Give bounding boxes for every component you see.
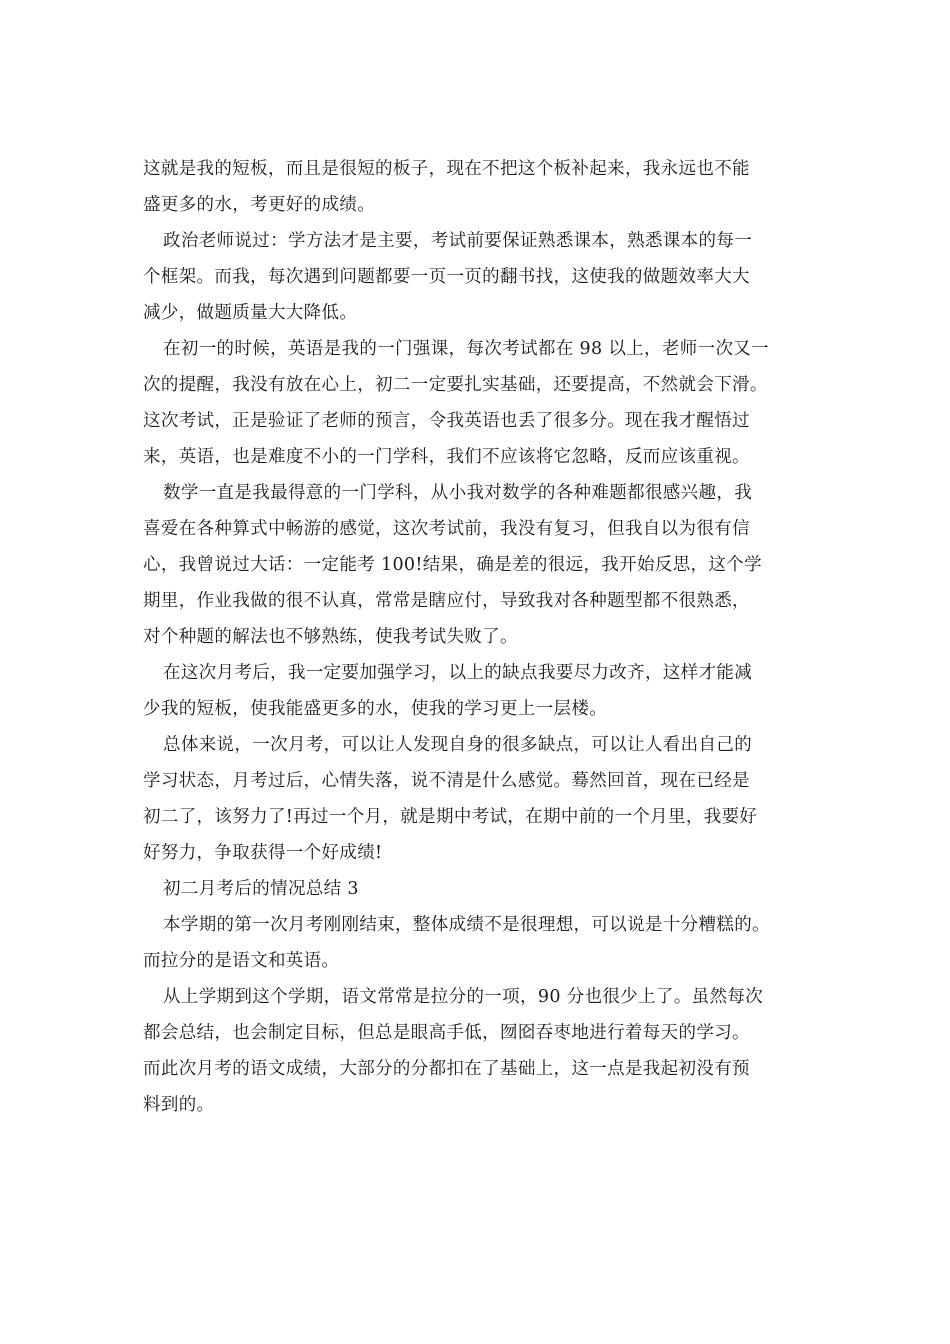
text-line: 期里，作业我做的很不认真，常常是瞎应付，导致我对各种题型都不很熟悉， bbox=[143, 591, 750, 611]
text-line: 盛更多的水，考更好的成绩。 bbox=[143, 195, 376, 215]
text-line: 心，我曾说过大话：一定能考 100!结果，确是差的很远，我开始反思，这个学 bbox=[143, 555, 762, 575]
text-line: 来，英语，也是难度不小的一门学科，我们不应该将它忽略，反而应该重视。 bbox=[143, 447, 750, 467]
text-line: 初二了，该努力了!再过一个月，就是期中考试，在期中前的一个月里，我要好 bbox=[143, 807, 758, 827]
text-line: 在这次月考后，我一定要加强学习，以上的缺点我要尽力改齐，这样才能减 bbox=[163, 663, 753, 683]
text-line: 学习状态，月考过后，心情失落，说不清是什么感觉。蓦然回首，现在已经是 bbox=[143, 771, 750, 791]
text-line: 本学期的第一次月考刚刚结束，整体成绩不是很理想，可以说是十分糟糕的。 bbox=[163, 915, 770, 935]
text-line: 这就是我的短板，而且是很短的板子，现在不把这个板补起来，我永远也不能 bbox=[143, 159, 750, 179]
text-line: 喜爱在各种算式中畅游的感觉，这次考试前，我没有复习，但我自以为很有信 bbox=[143, 519, 750, 539]
text-line: 都会总结，也会制定目标，但总是眼高手低，囫囵吞枣地进行着每天的学习。 bbox=[143, 1023, 750, 1043]
text-line: 这次考试，正是验证了老师的预言，令我英语也丢了很多分。现在我才醒悟过 bbox=[143, 411, 750, 431]
document-page bbox=[143, 151, 807, 1123]
text-line: 而拉分的是语文和英语。 bbox=[143, 951, 340, 971]
text-line: 少我的短板，使我能盛更多的水，使我的学习更上一层楼。 bbox=[143, 699, 608, 719]
text-line: 个框架。而我，每次遇到问题都要一页一页的翻书找，这使我的做题效率大大 bbox=[143, 267, 750, 287]
text-line: 料到的。 bbox=[143, 1095, 215, 1115]
text-line: 从上学期到这个学期，语文常常是拉分的一项，90 分也很少上了。虽然每次 bbox=[163, 987, 764, 1007]
text-line: 政治老师说过：学方法才是主要，考试前要保证熟悉课本，熟悉课本的每一 bbox=[163, 231, 753, 251]
text-line: 在初一的时候，英语是我的一门强课，每次考试都在 98 以上，老师一次又一 bbox=[163, 339, 769, 359]
text-line: 总体来说，一次月考，可以让人发现自身的很多缺点，可以让人看出自己的 bbox=[163, 735, 753, 755]
text-line: 初二月考后的情况总结 3 bbox=[163, 879, 359, 899]
text-line: 数学一直是我最得意的一门学科，从小我对数学的各种难题都很感兴趣，我 bbox=[163, 483, 753, 503]
text-line: 好努力，争取获得一个好成绩! bbox=[143, 843, 383, 863]
text-line: 对个种题的解法也不够熟练，使我考试失败了。 bbox=[143, 627, 518, 647]
text-line: 而此次月考的语文成绩，大部分的分都扣在了基础上，这一点是我起初没有预 bbox=[143, 1059, 750, 1079]
text-line: 次的提醒，我没有放在心上，初二一定要扎实基础，还要提高，不然就会下滑。 bbox=[143, 375, 768, 395]
text-line: 减少，做题质量大大降低。 bbox=[143, 303, 358, 323]
